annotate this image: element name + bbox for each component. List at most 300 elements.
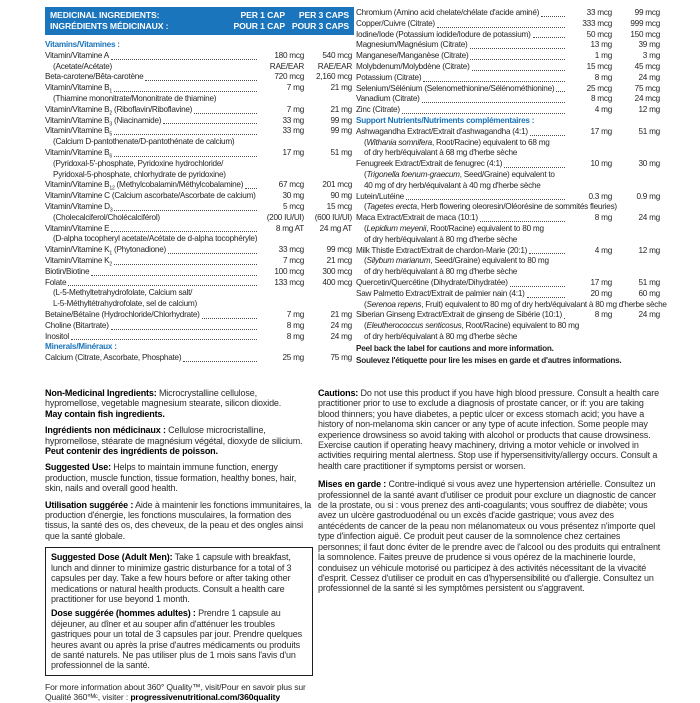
latin-name: Lepidium meyenii: [366, 223, 427, 233]
ingredient-row: [45, 353, 354, 364]
value-per-3caps: [304, 299, 354, 310]
ingredient-name: Quercetin/Quercétine (Dihydrate/Dihydratée): [356, 277, 508, 287]
value-per-1cap: [671, 300, 700, 311]
subscript: 1: [109, 88, 112, 95]
value-per-3caps: 150 mcg: [630, 29, 660, 39]
value-per-1cap: 30 mg: [282, 191, 304, 201]
suggested-dose-text: Take 1 capsule with breakfast, lunch and dinner to minimize gastric disturbance for a total of 3 capsules per day. Take a few hours before or after taking other medications or natural health products. Consult a health care practitioner for use beyond 1 month.: [51, 552, 292, 604]
non-medicinal-ingredients-block-fr: [45, 425, 313, 456]
value-per-3caps: [304, 170, 354, 181]
value-per-3caps: [612, 267, 662, 278]
value-per-3caps: [612, 224, 662, 235]
ingredient-row: [356, 40, 662, 51]
ingredient-row: [45, 137, 354, 148]
ingredient-row: [356, 138, 662, 149]
ingredient-row: [356, 192, 662, 203]
dot-leader: [517, 235, 568, 246]
dot-leader: [166, 245, 260, 256]
dot-leader: [555, 170, 568, 181]
ingredient-row: [45, 170, 354, 181]
ingredient-name: Zinc (Citrate): [356, 105, 400, 115]
value-per-1cap: 8 mg: [594, 310, 612, 320]
dot-leader: [192, 288, 260, 299]
ingredient-name: Chromium (Amino acid chelate/chélate d'acide aminé): [356, 8, 540, 17]
dot-leader: [478, 213, 568, 224]
ingredient-row: [45, 267, 354, 278]
cautions-block: [318, 388, 661, 471]
ingredient-name: (Silybum marianum, Seed/Graine) equivalent to 80 mg: [364, 256, 549, 266]
ingredient-name: Choline (Bitartrate): [45, 320, 109, 330]
value-per-1cap: 7 mg: [286, 83, 304, 93]
ingredient-name: (Acetate/Acétate): [53, 61, 113, 71]
vitamins-minerals-list: [45, 40, 354, 364]
ingredient-row: [356, 148, 662, 159]
ingredient-name: of dry herb/équivalant à 80 mg d'herbe sèche: [364, 267, 518, 277]
value-per-3caps: RAE/EAR: [317, 61, 352, 71]
value-per-1cap: [568, 332, 612, 343]
ingredient-name: Vitamin/Vitamine A: [45, 50, 109, 60]
suggested-use-lead-fr: Utilisation suggérée :: [45, 499, 134, 510]
ingredient-row: [356, 170, 662, 181]
value-per-3caps: 24 mg: [638, 72, 660, 82]
value-per-3caps: [305, 234, 355, 245]
value-per-3caps: [304, 159, 354, 170]
more-info-footer: [45, 682, 313, 703]
ingredient-name: of dry herb/équivalant à 80 mg d'herbe sèche: [364, 331, 518, 341]
dot-leader: [528, 127, 568, 138]
table-column-right: [356, 8, 667, 366]
ingredient-name: (L-5-Methyltetrahydrofolate, Calcium salt/: [53, 288, 193, 298]
ingredient-row: [45, 202, 354, 213]
subscript: 6: [109, 153, 112, 160]
value-per-1cap: 17 mg: [590, 126, 612, 136]
latin-name: Trigonella foenum-graecum: [366, 169, 460, 179]
value-per-1cap: [568, 148, 612, 159]
value-per-1cap: 180 mcg: [274, 50, 304, 60]
dot-leader: [579, 321, 583, 332]
medicinal-ingredients-header-bar: [45, 7, 354, 35]
dot-leader: [243, 180, 260, 191]
ingredient-row: [356, 278, 662, 289]
column-header-per-1-cap: PER 1 CAP POUR 1 CAP: [233, 10, 285, 31]
ingredient-row: [45, 148, 354, 159]
value-per-1cap: 33 mg: [282, 115, 304, 125]
latin-name: Withania somnifera: [366, 137, 432, 147]
latin-name: Serenoa repens: [366, 299, 422, 309]
value-per-1cap: [583, 321, 627, 332]
ingredient-name: Vitamin/Vitamine $B_3$ (Niacinamide): [45, 115, 162, 128]
value-per-1cap: 0.3 mg: [588, 191, 612, 201]
value-per-3caps: 75 mcg: [634, 83, 660, 93]
value-per-1cap: 7 mcg: [282, 255, 304, 265]
ingredient-name: of dry herb/équivalant à 80 mg d'herbe sèche: [364, 234, 518, 244]
ingredient-name: Maca Extract/Extrait de maca (10:1): [356, 213, 478, 223]
value-per-3caps: 21 mg: [330, 309, 352, 319]
ingredient-row: [45, 332, 354, 343]
ingredient-row: [45, 245, 354, 256]
non-medicinal-lead: Non-Medicinal Ingredients:: [45, 388, 157, 398]
dot-leader: [112, 256, 260, 267]
value-per-3caps: [304, 94, 354, 105]
dot-leader: [531, 30, 568, 41]
suggested-dose-lead: Suggested Dose (Adult Men):: [51, 552, 173, 563]
ingredient-row: [356, 19, 662, 30]
value-per-3caps: 24 mg: [638, 310, 660, 320]
value-per-1cap: 67 mcg: [278, 180, 304, 190]
value-per-1cap: [568, 170, 612, 181]
ingredient-name: Vitamin/Vitamine $K_2$: [45, 255, 112, 268]
ingredient-row: [45, 191, 354, 202]
ingredient-name: (Withania somnifera, Root/Racine) equivalent to 68 mg: [364, 137, 550, 147]
value-per-3caps: 45 mcg: [634, 61, 660, 71]
dot-leader: [421, 73, 568, 84]
ingredient-row: [45, 288, 354, 299]
value-per-1cap: (200 IU/UI): [266, 212, 304, 222]
value-per-3caps: 51 mg: [638, 126, 660, 136]
suggested-dose-box: [45, 547, 313, 675]
ingredient-row: [356, 267, 662, 278]
latin-name: Eleutherococcus senticosus: [366, 321, 462, 331]
dot-leader: [502, 159, 568, 170]
value-per-1cap: [261, 234, 305, 245]
value-per-1cap: 33 mcg: [278, 245, 304, 255]
suggested-use-block-fr: [45, 500, 313, 542]
subscript: 12: [109, 186, 115, 192]
non-medicinal-ingredients-block: [45, 388, 313, 419]
ingredient-name: Folate: [45, 277, 67, 287]
ingredient-row: [356, 202, 662, 213]
ingredient-row: [356, 321, 662, 332]
ingredient-row: [356, 127, 662, 138]
value-per-3caps: 24 mcg: [634, 94, 660, 104]
value-per-3caps: [612, 235, 662, 246]
ingredient-row: [45, 116, 354, 127]
table-column-left: [45, 7, 354, 364]
value-per-1cap: [568, 138, 612, 149]
mises-en-garde-block: [318, 479, 661, 593]
value-per-3caps: 21 mcg: [326, 255, 352, 265]
value-per-3caps: 90 mg: [330, 191, 352, 201]
ingredient-row: [356, 332, 662, 343]
value-per-3caps: (600 IU/UI): [314, 212, 352, 222]
value-per-1cap: 133 mcg: [274, 277, 304, 287]
ingredient-name: Saw Palmetto Extract/Extrait de palmier nain (4:1): [356, 288, 525, 298]
suggested-use-text-fr: Aide à maintenir les fonctions immunitaires, la production d'énergie, les fonctions musculaires, la formation des tissus, la santé des os, des cheveux, de la peau et des ongles ainsi que la santé globale.: [45, 499, 312, 541]
ingredient-name: 40 mg of dry herb/équivalant à 40 mg d'herbe sèche: [364, 180, 541, 190]
value-per-3caps: 99 mcg: [634, 8, 660, 17]
subscript: 5: [109, 132, 112, 139]
ingredient-row: [45, 105, 354, 116]
value-per-1cap: 8 mg AT: [275, 223, 304, 233]
ingredient-name: Biotin/Biotine: [45, 266, 90, 276]
ingredient-row: [45, 310, 354, 321]
value-per-1cap: [260, 137, 304, 148]
mises-en-garde-text: Contre-indiqué si vous avez une hypertension artérielle. Consultez un professionnel de la santé avant d'utiliser ce produit pour exclure un diagnostic de cancer de la prostate, ou si : vous prenez des anti-coagulants; vous souffrez de diabète; vous avez un ulcère gastroduodénal ou un excès d'acide gastrique; vous avez des antécédents de cancer de la peau non mélanomateux ou vous présentez n'importe quel type d'infection aiguë. Ce produit peut causer de la somnolence chez certaines personnes; il faut donc éviter de le prendre avec de l'alcool ou des produits qui entraînent la somnolence. Faites preuve de prudence si vous opérez de la machinerie lourde, conduisez un véhicule motorisé ou participez à des activités nécessitant de la vivacité d'esprit. Cessez d'utiliser ce produit en cas d'hypersensibilité ou d'allergie. Consultez un professionnel de la santé si les symptômes persistent ou s'aggravent.: [318, 479, 661, 594]
ingredient-name: Vanadium (Citrate): [356, 94, 420, 104]
value-per-1cap: 25 mg: [282, 353, 304, 363]
ingredient-row: [356, 181, 662, 192]
value-per-3caps: 51 mg: [638, 277, 660, 287]
value-per-1cap: RAE/EAR: [269, 61, 304, 71]
ingredient-row: [356, 224, 662, 235]
subscript: 3: [109, 207, 113, 214]
ingredient-name: Iodine/Iode (Potassium iodide/Iodure de potassium): [356, 29, 531, 39]
value-per-3caps: [627, 321, 677, 332]
ingredient-name: Pyridoxal-5-phosphate, chlorhydrate de pyridoxine): [53, 169, 226, 179]
value-per-1cap: 8 mg: [594, 213, 612, 223]
dot-leader: [517, 267, 568, 278]
ingredient-name: Fenugreek Extract/Extrait de fenugrec (4:1): [356, 159, 503, 169]
section-header: Support Nutrients/Nutriments complémentaires :: [356, 115, 535, 125]
dot-leader: [517, 148, 568, 159]
dot-leader: [435, 19, 568, 30]
latin-name: Silybum marianum: [366, 256, 431, 266]
value-per-1cap: 20 mg: [590, 288, 612, 298]
subscript: 2: [109, 261, 112, 268]
value-per-1cap: 1 mg: [594, 51, 612, 61]
value-per-3caps: [665, 202, 700, 213]
value-per-1cap: 15 mcg: [586, 61, 612, 71]
ingredient-row: [356, 73, 662, 84]
ingredient-row: [45, 83, 354, 94]
ingredient-row: [45, 278, 354, 289]
dot-leader: [112, 126, 260, 137]
ingredient-name: of dry herb/équivalant à 68 mg d'herbe sèche: [364, 148, 518, 158]
value-per-3caps: 21 mg: [330, 104, 352, 114]
dot-leader: [525, 289, 568, 300]
ingredient-name: Copper/Cuivre (Citrate): [356, 18, 435, 28]
value-per-3caps: 0.9 mg: [636, 191, 660, 201]
suggested-use-text: Helps to maintain immune function, energy production, muscle function, tissue formation, healthy bones, hair, skin, nails and overall good health.: [45, 462, 297, 494]
value-per-1cap: [568, 235, 612, 246]
value-per-3caps: 12 mg: [638, 245, 660, 255]
section-header: Minerals/Minéraux :: [45, 342, 117, 352]
value-per-1cap: [260, 159, 304, 170]
ingredient-name: (Thiamine mononitrate/Mononitrate de thiamine): [53, 93, 217, 103]
dot-leader: [109, 202, 260, 214]
value-per-1cap: 33 mcg: [586, 8, 612, 17]
value-per-1cap: [621, 202, 665, 213]
ingredient-name: Magnesium/Magnésium (Citrate): [356, 40, 468, 50]
more-info-text: For more information about 360° Quality™, visit/Pour en savoir plus sur Qualité 360°ᴹᶜ, visiter :: [45, 681, 306, 703]
ingredient-name: Vitamin/Vitamine $B_{12}$ (Methylcobalamin/Méthylcobalamine): [45, 180, 244, 192]
value-per-3caps: [304, 137, 354, 148]
ingredient-row: [356, 84, 662, 95]
ingredient-name: (Trigonella foenum-graecum, Seed/Graine) equivalent to: [364, 169, 555, 179]
dot-leader: [517, 332, 568, 343]
value-per-1cap: 8 mg: [594, 72, 612, 82]
ingredient-row: [356, 256, 662, 267]
ingredient-row: [356, 30, 662, 41]
value-per-3caps: 21 mg: [330, 83, 352, 93]
value-per-1cap: 33 mg: [282, 126, 304, 136]
dot-leader: [541, 181, 568, 192]
dot-leader: [562, 310, 568, 321]
suggested-dose-text-fr: Prendre 1 capsule au déjeuner, au dîner et au souper afin d'atténuer les troubles gastriques pour un total de 3 capsules par jour. Prendre quelques heures avant ou après la prise d'autres médicaments ou produits de santé naturels. Ne pas utiliser plus de 1 mois sans l'avis d'un professionnel de la santé.: [51, 608, 302, 671]
dot-leader: [69, 332, 260, 343]
value-per-3caps: 30 mg: [638, 159, 660, 169]
value-per-1cap: 5 mcg: [282, 201, 304, 211]
header-title-en: MEDICINAL INGREDIENTS:: [50, 10, 160, 20]
value-per-1cap: 720 mcg: [274, 72, 304, 82]
suggested-use-block: [45, 462, 313, 493]
ingredient-row: [356, 299, 667, 311]
dot-leader: [404, 192, 568, 203]
bottom-right-column: [318, 388, 661, 602]
value-per-3caps: 24 mg AT: [319, 223, 352, 233]
ingredient-name: L-5-Méthyltétrahydrofolate, sel de calcium): [53, 299, 197, 309]
ingredient-row: [356, 289, 662, 300]
value-per-3caps: 60 mg: [638, 288, 660, 298]
dot-leader: [470, 62, 568, 73]
ingredient-name: Beta-carotene/Bêta-carotène: [45, 72, 144, 82]
ingredient-row: [356, 94, 662, 105]
ingredient-row: [45, 256, 354, 267]
value-per-1cap: [260, 170, 304, 181]
ingredient-row: [45, 180, 354, 191]
peel-back-note: Peel back the label for cautions and more information.: [356, 343, 554, 353]
value-per-1cap: [260, 299, 304, 310]
ingredient-name: Manganese/Manganèse (Citrate): [356, 51, 469, 61]
dot-leader: [161, 116, 260, 127]
value-per-1cap: 17 mg: [282, 147, 304, 157]
ingredient-name: (Calcium D-pantothenate/D-pantothénate de calcium): [53, 137, 235, 147]
ingredient-row: [356, 62, 662, 73]
ingredient-name: Vitamin/Vitamine $K_1$ (Phytonadione): [45, 245, 167, 257]
value-per-1cap: [568, 224, 612, 235]
ingredient-row: [45, 234, 354, 245]
suggested-use-lead: Suggested Use:: [45, 462, 111, 473]
value-per-3caps: 51 mg: [330, 147, 352, 157]
subscript: 3: [109, 121, 112, 128]
dot-leader: [468, 40, 568, 51]
ingredient-name: Potassium (Citrate): [356, 72, 422, 82]
suggested-dose-lead-fr: Dose suggérée (hommes adultes) :: [51, 608, 196, 619]
ingredient-name: (Cholecalciferol/Cholécalciférol): [53, 212, 160, 222]
ingredient-name: (Tagetes erecta, Herb flowering oleoresin/Oléorésine de sommités fleuries): [364, 202, 617, 212]
suggested-dose-block-fr: [51, 608, 307, 670]
value-per-1cap: 8 mg: [286, 331, 304, 341]
dot-leader: [109, 321, 260, 332]
subscript: 1: [109, 250, 112, 257]
value-per-3caps: [304, 288, 354, 299]
value-per-3caps: 15 mcg: [326, 201, 352, 211]
ingredient-name: Ashwagandha Extract/Extrait d'ashwagandha (4:1): [356, 126, 528, 136]
dot-leader: [468, 51, 568, 62]
value-per-1cap: 25 mcg: [586, 83, 612, 93]
suggested-dose-block-en: [51, 552, 307, 604]
value-per-1cap: [568, 256, 612, 267]
dot-leader: [617, 202, 621, 213]
dot-leader: [216, 94, 260, 105]
value-per-3caps: 99 mg: [330, 126, 352, 136]
ingredient-name: Selenium/Sélénium (Selenomethionine/Sélénométhionine): [356, 83, 555, 93]
value-per-1cap: 4 mg: [594, 245, 612, 255]
ingredient-name: (D-alpha tocopheryl acetate/Acétate de d-alpha tocophéryle): [53, 234, 258, 244]
ingredient-name: Vitamin/Vitamine C (Calcium ascorbate/Ascorbate de calcium): [45, 191, 256, 201]
peel-back-note: Soulevez l'étiquette pour lire les mises en garde et d'autres informations.: [356, 355, 622, 365]
minerals-support-list: [356, 8, 667, 366]
value-per-3caps: [612, 256, 662, 267]
dot-leader: [223, 159, 260, 170]
ingredient-row: [356, 235, 662, 246]
ingredient-row: [45, 213, 354, 224]
ingredient-row: [45, 126, 354, 137]
ingredient-name: Vitamin/Vitamine $B_1$: [45, 83, 112, 95]
ingredient-name: (Serenoa repens, Fruit) equivalent to 80 mg of dry herb/équivalant à 80 mg d'herbe sèche: [364, 299, 667, 309]
ingredient-row: [45, 321, 354, 332]
ingredient-name: Betaine/Bétaïne (Hydrochloride/Chlorhydrate): [45, 309, 200, 319]
value-per-1cap: 7 mg: [286, 309, 304, 319]
value-per-3caps: 24 mg: [330, 320, 352, 330]
ingredient-name: Vitamin/Vitamine $B_5$: [45, 126, 112, 139]
value-per-1cap: [260, 288, 304, 299]
ingredient-row: [45, 62, 354, 73]
ingredient-row: [45, 299, 354, 310]
value-per-3caps: 24 mg: [330, 331, 352, 341]
ingredient-name: Calcium (Citrate, Ascorbate, Phosphate): [45, 353, 182, 363]
dot-leader: [112, 148, 260, 159]
ingredient-row: [356, 213, 662, 224]
dot-leader: [66, 278, 260, 289]
dot-leader: [554, 84, 568, 95]
ingredient-row: [45, 94, 354, 105]
cautions-text: Do not use this product if you have high blood pressure. Consult a health care practitioner prior to use to exclude a diagnosis of prostate cancer, or if: you are taking blood thinners; you have diabetes, a peptic ulcer or excess stomach acid; you have a history of non-melanoma skin cancer or any type of acute infection. Some people may experience drowsiness so avoid taking with alcohol or products that cause drowsiness. Exercise caution if operating heavy machinery, driving a motor vehicle or involved in activities requiring mental alertness. Stop use if hypersensitivity/allergy occurs. Consult a health care practitioner if symptoms persist or worsen.: [318, 388, 659, 471]
section-header: Vitamins/Vitamines :: [45, 40, 120, 49]
dot-leader: [544, 224, 568, 235]
may-contain-note: May contain fish ingredients.: [45, 408, 165, 419]
ingredient-row: [356, 105, 662, 116]
dot-leader: [539, 8, 568, 19]
value-per-1cap: [568, 181, 612, 192]
header-title-fr: INGRÉDIENTS MÉDICINAUX :: [50, 21, 169, 31]
ingredient-row: [356, 159, 662, 170]
dot-leader: [549, 256, 568, 267]
value-per-3caps: 24 mg: [638, 213, 660, 223]
ingredient-row: [356, 246, 662, 257]
dot-leader: [192, 105, 260, 116]
value-per-1cap: 10 mg: [590, 159, 612, 169]
dot-leader: [667, 300, 671, 311]
dot-leader: [257, 234, 261, 245]
ingredient-name: (Eleutherococcus senticosus, Root/Racine) equivalent to 80 mg: [364, 321, 580, 331]
value-per-3caps: 12 mg: [638, 105, 660, 115]
ingredient-name: (Pyridoxal-5'-phosphate, Pyridoxine hydrochloride/: [53, 158, 224, 168]
value-per-3caps: 99 mcg: [326, 245, 352, 255]
value-per-3caps: [612, 181, 662, 192]
value-per-1cap: 4 mg: [594, 105, 612, 115]
value-per-1cap: 13 mg: [590, 40, 612, 50]
dot-leader: [234, 137, 260, 148]
ingredient-row: [45, 159, 354, 170]
value-per-3caps: 540 mcg: [322, 50, 352, 60]
latin-name: Tagetes erecta: [366, 202, 417, 212]
value-per-3caps: 75 mg: [330, 353, 352, 363]
ingredient-name: Vitamin/Vitamine $B_2$ (Riboflavin/Riboflavine): [45, 104, 193, 117]
ingredient-name: (Lepidium meyenii, Root/Racine) equivalent to 80 mg: [364, 223, 544, 233]
dot-leader: [181, 353, 260, 364]
ingredient-row: [45, 51, 354, 62]
value-per-1cap: 8 mcg: [590, 94, 612, 104]
dot-leader: [200, 310, 260, 321]
ingredient-name: Vitamin/Vitamine E: [45, 223, 110, 233]
dot-leader: [109, 224, 260, 235]
value-per-3caps: [612, 138, 662, 149]
value-per-3caps: 201 mcg: [322, 180, 352, 190]
non-medicinal-text-fr: Cellulose microcristalline, hypromellose, stéarate de magnésium végétal, dioxyde de silicium.: [45, 425, 303, 446]
dot-leader: [420, 94, 568, 105]
bottom-left-column: [45, 388, 313, 703]
